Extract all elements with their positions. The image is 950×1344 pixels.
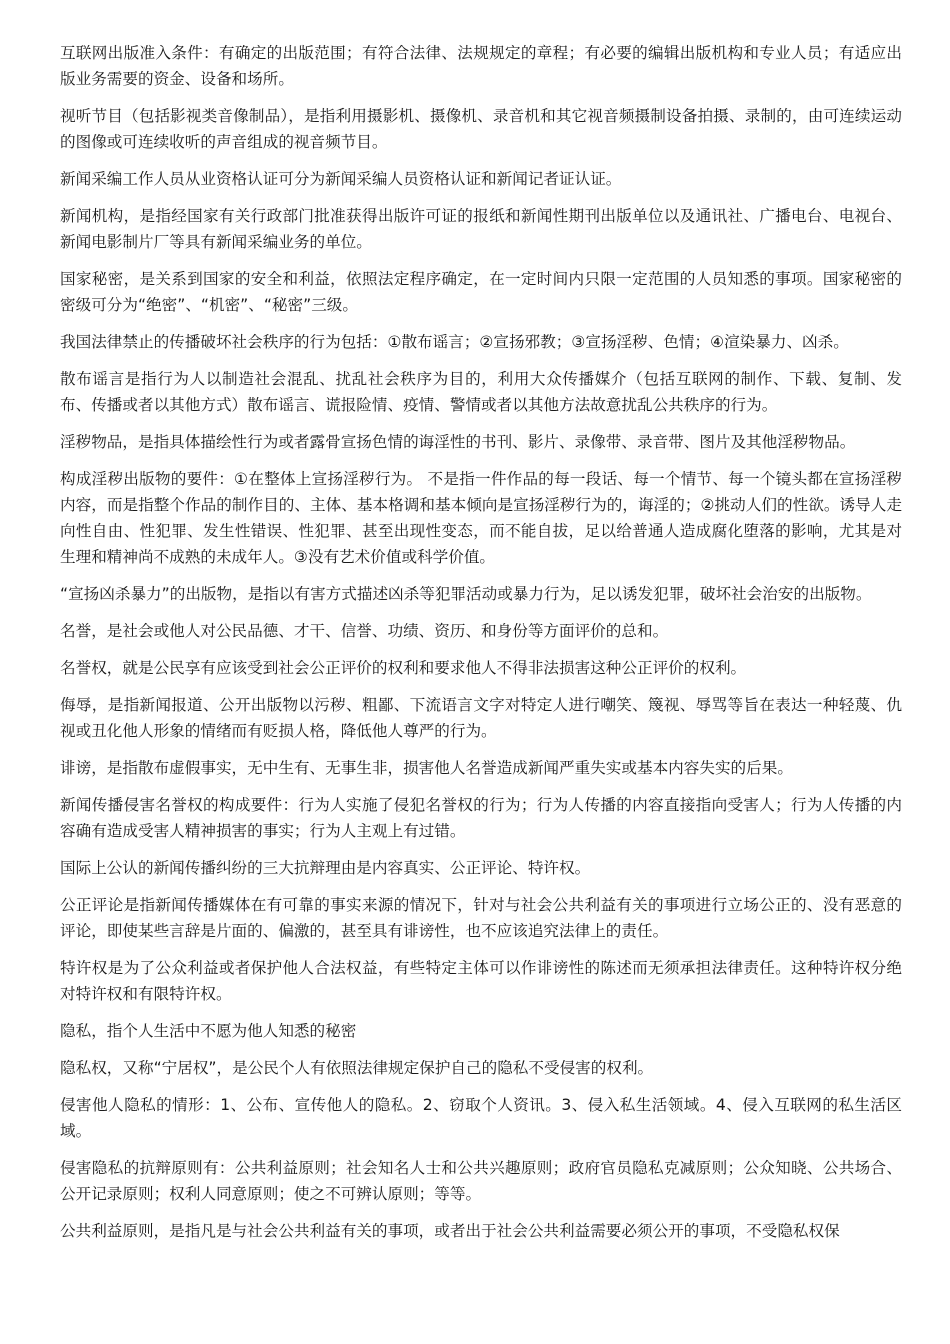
paragraph-obscene-publication-elements: 构成淫秽出版物的要件：①在整体上宣扬淫秽行为。 不是指一件作品的每一段话、每一个情节、每一个镜头都在宣扬淫秽内容，而是指整个作品的制作目的、主体、基本格调和基本倾向是宣扬淫秽行为的，诲淫的；②挑动人们的性欲。诱导人走向性自由、性犯罪、发生性错误、性犯罪、甚至出现性变态，而不能自拔，足以给普通人造成腐化堕落的影响，尤其是对生理和精神尚不成熟的未成年人。③没有艺术价值或科学价值。 [60,470,902,566]
paragraph-reputation: 名誉，是社会或他人对公民品德、才干、信誉、功绩、资历、和身份等方面评价的总和。 [60,622,669,640]
paragraph-audiovisual-program: 视听节目（包括影视类音像制品），是指利用摄影机、摄像机、录音机和其它视音频摄制设备拍摄、录制的，由可连续运动的图像或可连续收听的声音组成的视音频节目。 [60,107,902,151]
paragraph-spreading-rumors: 散布谣言是指行为人以制造社会混乱、扰乱社会秩序为目的，利用大众传播媒介（包括互联网的制作、下载、复制、发布、传播或者以其他方式）散布谣言、谎报险情、疫情、警情或者以其他方法故意扰乱公共秩序的行为。 [60,370,902,414]
paragraph-privacy-defenses: 侵害隐私的抗辩原则有：公共利益原则；社会知名人士和公共兴趣原则；政府官员隐私克减原则；公众知晓、公共场合、公开记录原则；权利人同意原则；使之不可辨认原则；等等。 [60,1159,902,1203]
paragraph-defamation: 诽谤，是指散布虚假事实，无中生有、无事生非，损害他人名誉造成新闻严重失实或基本内容失实的后果。 [60,759,793,777]
paragraph-three-defenses: 国际上公认的新闻传播纠纷的三大抗辩理由是内容真实、公正评论、特许权。 [60,859,591,877]
paragraph-publishing-access: 互联网出版准入条件：有确定的出版范围；有符合法律、法规规定的章程；有必要的编辑出版机构和专业人员；有适应出版业务需要的资金、设备和场所。 [60,44,902,88]
document-page [60,40,902,1255]
paragraph-insult: 侮辱，是指新闻报道、公开出版物以污秽、粗鄙、下流语言文字对特定人进行嘲笑、篾视、辱骂等旨在表达一种轻蔑、仇视或丑化他人形象的情绪而有贬损人格，降低他人尊严的行为。 [60,696,902,740]
paragraph-privacy: 隐私，指个人生活中不愿为他人知悉的秘密 [60,1022,357,1040]
paragraph-obscene-materials: 淫秽物品，是指具体描绘性行为或者露骨宣扬色情的诲淫性的书刊、影片、录像带、录音带、图片及其他淫秽物品。 [60,433,856,451]
paragraph-journalist-certification: 新闻采编工作人员从业资格认证可分为新闻采编人员资格认证和新闻记者证认证。 [60,170,622,188]
paragraph-state-secret: 国家秘密，是关系到国家的安全和利益，依照法定程序确定，在一定时间内只限一定范围的人员知悉的事项。国家秘密的密级可分为“绝密”、“机密”、“秘密”三级。 [60,270,902,314]
paragraph-infringement-elements: 新闻传播侵害名誉权的构成要件：行为人实施了侵犯名誉权的行为；行为人传播的内容直接指向受害人；行为人传播的内容确有造成受害人精神损害的事实；行为人主观上有过错。 [60,796,902,840]
paragraph-fair-comment: 公正评论是指新闻传播媒体在有可靠的事实来源的情况下，针对与社会公共利益有关的事项进行立场公正的、没有恶意的评论，即使某些言辞是片面的、偏激的，甚至具有诽谤性，也不应该追究法律上的责任。 [60,896,902,940]
paragraph-reputation-right: 名誉权，就是公民享有应该受到社会公正评价的权利和要求他人不得非法损害这种公正评价的权利。 [60,659,747,677]
paragraph-privacy-right: 隐私权，又称“宁居权”，是公民个人有依照法律规定保护自己的隐私不受侵害的权利。 [60,1059,654,1077]
paragraph-public-interest: 公共利益原则，是指凡是与社会公共利益有关的事项，或者出于社会公共利益需要必须公开的事项，不受隐私权保 [60,1222,840,1240]
paragraph-privacy-infringement: 侵害他人隐私的情形：1、公布、宣传他人的隐私。2、窃取个人资讯。3、侵入私生活领域。4、侵入互联网的私生活区域。 [60,1096,902,1140]
paragraph-news-organization: 新闻机构，是指经国家有关行政部门批准获得出版许可证的报纸和新闻性期刊出版单位以及通讯社、广播电台、电视台、新闻电影制片厂等具有新闻采编业务的单位。 [60,207,902,251]
paragraph-privilege: 特许权是为了公众利益或者保护他人合法权益，有些特定主体可以作诽谤性的陈述而无须承担法律责任。这种特许权分绝对特许权和有限特许权。 [60,959,902,1003]
paragraph-violence-publication: “宣扬凶杀暴力”的出版物，是指以有害方式描述凶杀等犯罪活动或暴力行为，足以诱发犯罪，破坏社会治安的出版物。 [60,585,872,603]
paragraph-prohibited-acts: 我国法律禁止的传播破坏社会秩序的行为包括：①散布谣言；②宣扬邪教；③宣扬淫秽、色情；④渲染暴力、凶杀。 [60,333,849,351]
